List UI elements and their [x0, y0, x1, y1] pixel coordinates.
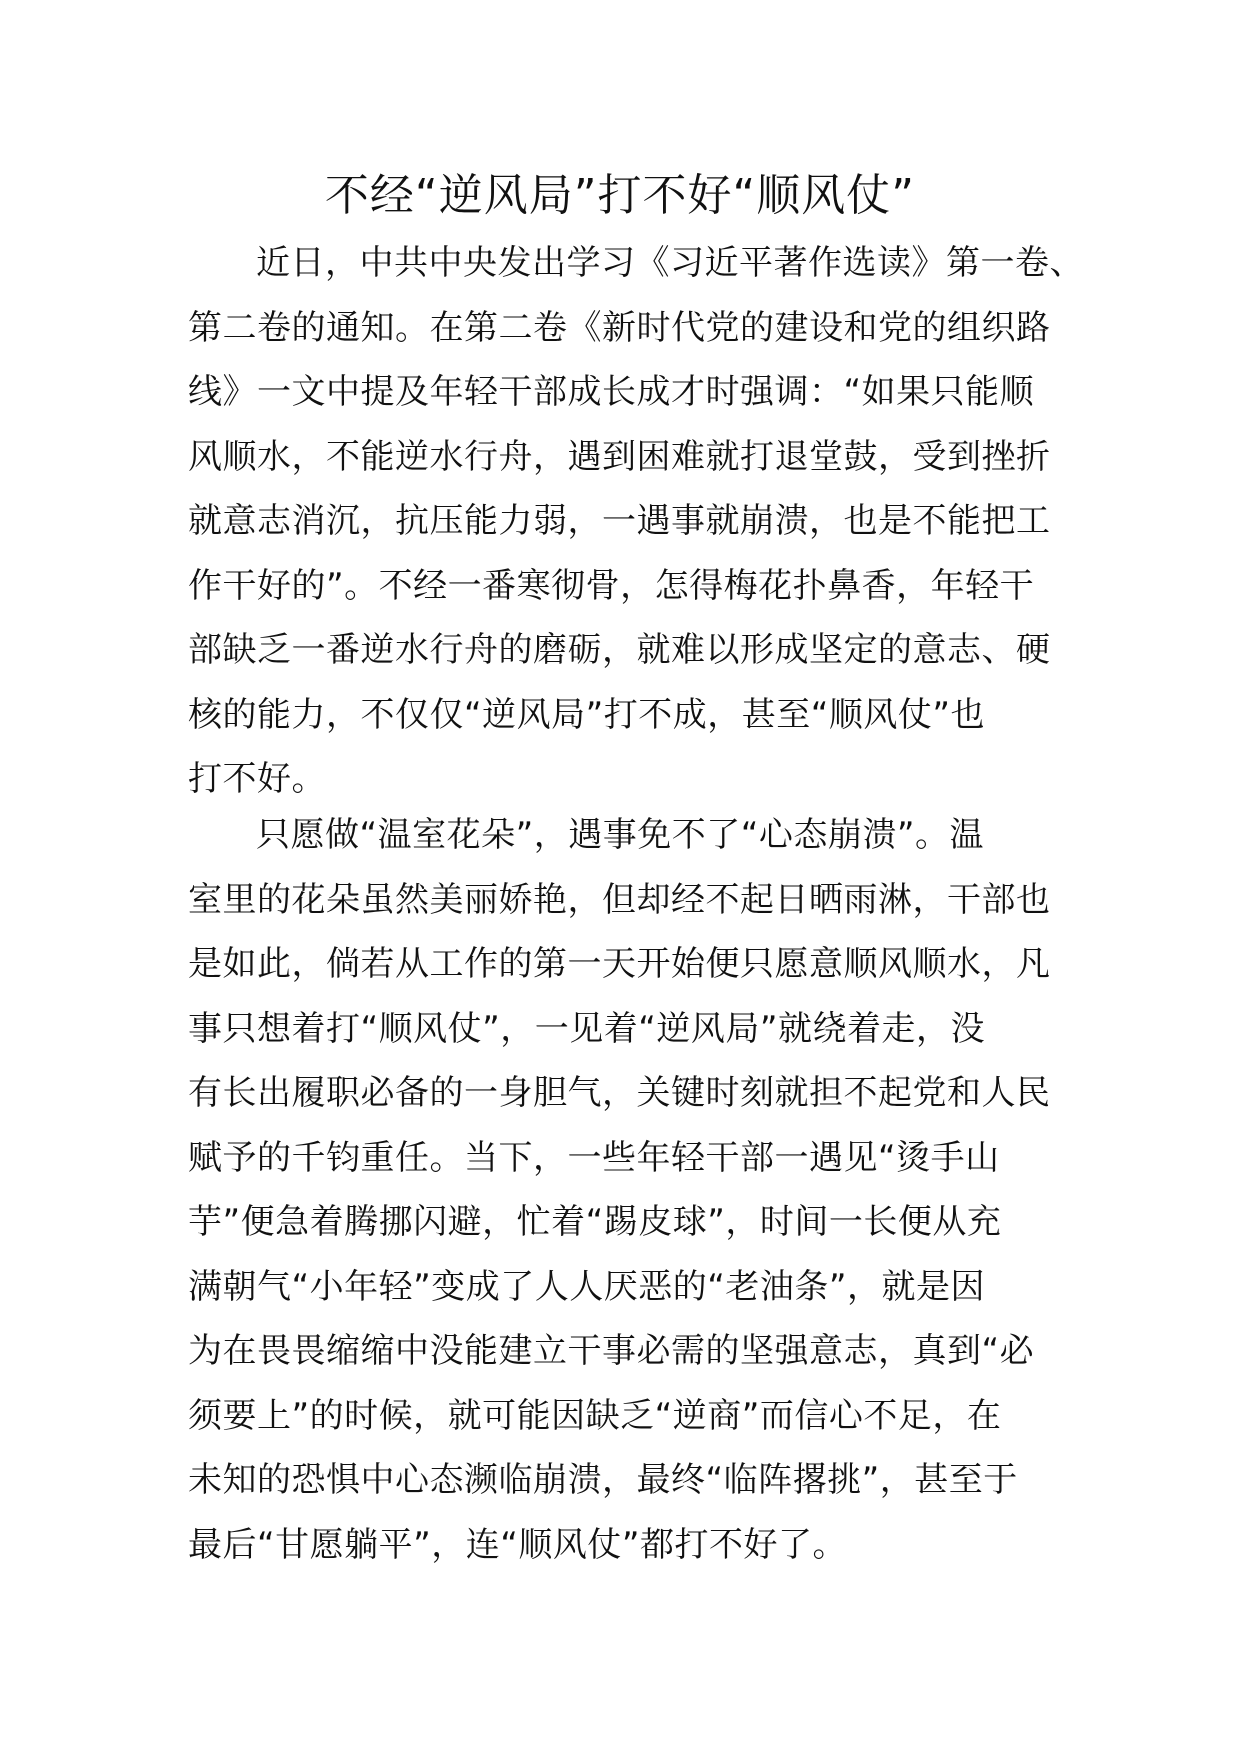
text-line: 满朝气“小年轻”变成了人人厌恶的“老油条”，就是因: [188, 1266, 985, 1307]
text-line: 最后“甘愿躺平”，连“顺风仗”都打不好了。: [188, 1524, 847, 1565]
paragraph-1: [188, 231, 1084, 812]
text-line: 是如此，倘若从工作的第一天开始便只愿意顺风顺水，凡: [188, 944, 1051, 984]
text-line: 部缺乏一番逆水行舟的磨砺，就难以形成坚定的意志、硬: [188, 630, 1051, 670]
text-line: 核的能力，不仅仅“逆风局”打不成，甚至“顺风仗”也: [188, 694, 985, 735]
text-line: 近日，中共中央发出学习《习近平著作选读》第一卷、: [256, 243, 1084, 283]
text-line: 就意志消沉，抗压能力弱，一遇事就崩溃，也是不能把工: [188, 501, 1051, 541]
text-line: 有长出履职必备的一身胆气，关键时刻就担不起党和人民: [188, 1073, 1051, 1113]
text-line: 只愿做“温室花朵”，遇事免不了“心态崩溃”。温: [256, 815, 984, 855]
document-title: 不经“逆风局”打不好“顺风仗”: [324, 170, 916, 221]
text-line: 室里的花朵虽然美丽娇艳，但却经不起日晒雨淋，干部也: [188, 879, 1051, 920]
text-line: 风顺水，不能逆水行舟，遇到困难就打退堂鼓，受到挫折: [188, 436, 1051, 477]
text-line: 芋”便急着腾挪闪避，忙着“踢皮球”，时间一长便从充: [188, 1202, 1002, 1242]
text-line: 事只想着打“顺风仗”，一见着“逆风局”就绕着走，没: [188, 1008, 985, 1049]
text-line: 赋予的千钧重任。当下，一些年轻干部一遇见“烫手山: [188, 1137, 1000, 1178]
text-line: 线》一文中提及年轻干部成长成才时强调：“如果只能顺: [188, 372, 1035, 412]
text-line: 作干好的”。不经一番寒彻骨，怎得梅花扑鼻香，年轻干: [188, 565, 1035, 606]
text-line: 打不好。: [188, 759, 326, 799]
text-line: 未知的恐惧中心态濒临崩溃，最终“临阵撂挑”，甚至于: [188, 1460, 1018, 1500]
text-line: 第二卷的通知。在第二卷《新时代党的建设和党的组织路: [188, 307, 1051, 348]
text-line: 为在畏畏缩缩中没能建立干事必需的坚强意志，真到“必: [188, 1331, 1035, 1371]
paragraph-2: [188, 803, 1068, 1577]
text-line: 须要上”的时候，就可能因缺乏“逆商”而信心不足，在: [188, 1395, 1002, 1436]
